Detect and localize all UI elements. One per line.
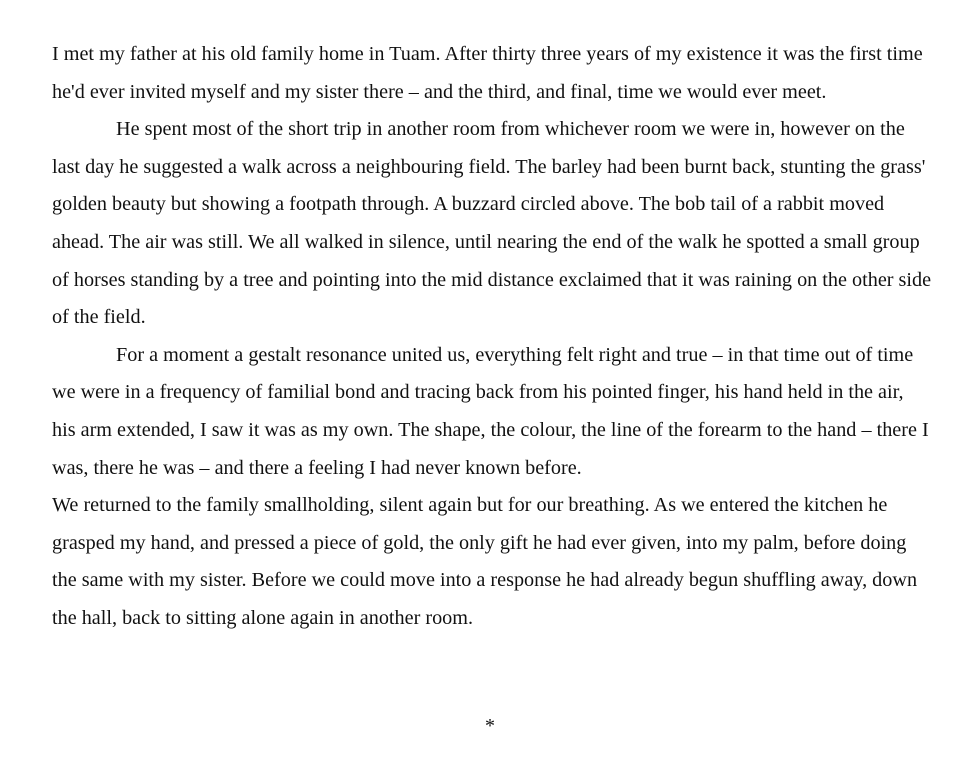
paragraph-3: For a moment a gestalt resonance united us, everything felt right and true – in that time out of time we were in a frequency of familial bond and tracing back from his pointed finger, his hand held in the air, his arm extended, I saw it was as my own. The shape, the colour, the line of the forearm to the hand – there I was, there he was – and there a feeling I had never known before. bbox=[52, 343, 929, 479]
paragraph-4: We returned to the family smallholding, silent again but for our breathing. As we entered the kitchen he grasped my hand, and pressed a piece of gold, the only gift he had ever given, into my palm, before doing the same with my sister. Before we could move into a response he had already begun shuffling away, down the hall, back to sitting alone again in another room. bbox=[52, 494, 918, 629]
paragraph-2: He spent most of the short trip in another room from whichever room we were in, however on the last day he suggested a walk across a neighbouring field. The barley had been burnt back, stunting the grass' golden beauty but showing a footpath through. A buzzard circled above. The bob tail of a rabbit moved ahead. The air was still. We all walked in silence, until nearing the end of the walk he spotted a small group of horses standing by a tree and pointing into the mid distance exclaimed that it was raining on the other side of the field. bbox=[52, 118, 932, 329]
body-text bbox=[52, 36, 932, 638]
section-separator: * bbox=[485, 715, 495, 737]
paragraph-1: I met my father at his old family home in Tuam. After thirty three years of my existence it was the first time he'd ever invited myself and my sister there – and the third, and final, time we would ever meet. bbox=[52, 43, 923, 103]
